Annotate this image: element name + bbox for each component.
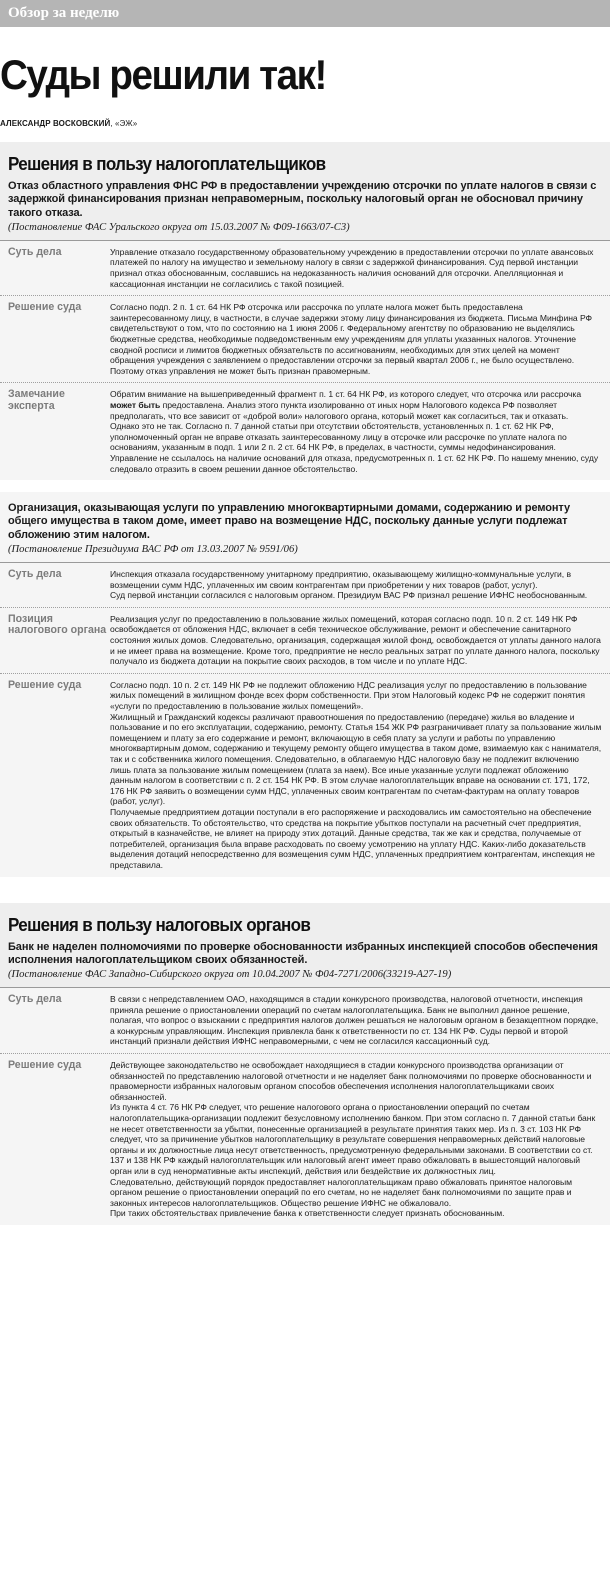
case-row (0, 296, 610, 383)
section-taxpayer-favor (0, 142, 610, 240)
byline (0, 119, 610, 128)
case-title: Отказ областного управления ФНС РФ в предоставлении учреждению отсрочки по уплате налогов в связи с задержкой финансирования признан неправомерным, поскольку налоговый орган не обосновал причину такого отказа. (8, 180, 597, 219)
case-header (0, 492, 610, 562)
paragraph: Согласно подп. 10 п. 2 ст. 149 НК РФ не подлежит обложению НДС реализация услуг по предоставлению в пользование жилых помещений в жилищном фонде всех форм собственности. При этом Налоговый кодекс РФ не содержит понятия «услуги по предоставлению в пользование жилых помещений». (110, 679, 587, 711)
case-title: Банк не наделен полномочиями по проверке обоснованности избранных инспекцией способов обеспечения исполнения налогоплательщиком своих обязанностей. (8, 940, 598, 966)
row-text (110, 569, 602, 601)
case-row (0, 383, 610, 480)
row-label: Позиция налогового органа (8, 612, 107, 637)
paragraph: В связи с непредставлением ОАО, находящимся в стадии конкурсного производства, налоговой отчетности, инспекция приняла решение о приостановлении операций по счетам налогоплательщика. Банк не выполнил данное решение, полагая, что вопрос о взыскании с предприятия налогов должен решаться не налоговым органом в безакцептном порядке, а конкурсным управляющим. Инспекция привлекла банк к ответственности по ст. 134 НК РФ. Суды первой и второй инстанций признали действия ИФНС неправомерными, с чем не согласился кассационный суд. (110, 994, 599, 1047)
row-label: Суть дела (8, 993, 62, 1006)
text-run: Обратим внимание на вышеприведенный фрагмент п. 1 ст. 64 НК РФ, из которого следует, что отсрочка или рассрочка (110, 389, 582, 400)
row-text (110, 1060, 602, 1219)
section-header-bar (0, 0, 610, 27)
case-row (0, 608, 610, 674)
case-reference: (Постановление Президиума ВАС РФ от 13.03.2007 № 9591/06) (8, 544, 298, 556)
section-tax-authority-favor (0, 903, 610, 988)
section-label: Обзор за неделю (8, 5, 120, 21)
row-text (110, 614, 602, 667)
case-row (0, 563, 610, 608)
section-heading: Решения в пользу налоговых органов (8, 913, 311, 935)
paragraph (110, 389, 602, 421)
row-label: Решение суда (8, 301, 82, 314)
author-suffix: , «ЭЖ» (110, 119, 138, 128)
row-label: Решение суда (8, 1059, 82, 1072)
case-reference: (Постановление ФАС Западно-Сибирского округа от 10.04.2007 № Ф04-7271/2006(33219-А27-19) (8, 969, 452, 981)
paragraph: Действующее законодательство не освобождает находящиеся в стадии конкурсного производства организации от обязанностей по представлению налоговой отчетности и не наделяет банк полномочиями по проверке обоснованности и правомерности избранных налоговым органом способов обеспечения исполнения налогоплательщиками своих обязанностей. (110, 1060, 592, 1102)
row-text (110, 680, 602, 871)
paragraph: Из пункта 4 ст. 76 НК РФ следует, что решение налогового органа о приостановлении операций по счетам налогоплательщика-организации подлежит безусловному исполнению банком. При этом согласно п. 7 данной статьи банк не несет ответственности за убытки, понесенные организацией в результате принятия таких мер. Из п. 3 ст. 103 НК РФ следует, что за причинение убытков налогоплательщику в результате совершения неправомерных действий налоговые органы и их должностные лица несут ответственность, предусмотренную федеральными законами. В соответствии со ст. 137 и 138 НК РФ каждый налогоплательщик или налоговый агент имеет право обжаловать в вышестоящий налоговый орган или в суд ненормативные акты инспекций, действия или бездействие их должностных лиц. (110, 1102, 596, 1176)
paragraph: Поэтому отказ управления не может быть признан правомерным. (110, 365, 371, 376)
row-label: Замечание эксперта (8, 388, 65, 412)
case-rows (0, 240, 610, 480)
case-row (0, 1054, 610, 1225)
case-rows (0, 562, 610, 876)
paragraph: При таких обстоятельствах привлечение банка к ответственности следует признать обоснованным. (110, 1208, 505, 1219)
case-rows (0, 987, 610, 1225)
article-header (0, 27, 610, 142)
paragraph: Управление отказало государственному образовательному учреждению в предоставлении отсрочки по уплате авансовых платежей по налогу на имущество и земельному налогу в связи с задержкой финансирования. Суд первой инстанции признал отказ обоснованным, сославшись на недоказанность наличия оснований для отсрочки. Апелляционная и кассационная инстанции не согласились с такой позицией. (110, 246, 594, 289)
case-row (0, 241, 610, 296)
case-reference: (Постановление ФАС Уральского округа от 15.03.2007 № Ф09-1663/07-С3) (8, 221, 350, 233)
text-run: предоставлена. Анализ этого пункта изолированно от иных норм Налогового кодекса РФ позволяет предполагать, что все зависит от «доброй воли» налогового органа, который может как согласиться, так и отказать. (110, 400, 569, 421)
paragraph: Следовательно, действующий порядок предоставляет налогоплательщикам право обжаловать принятое налоговым органом решение о приостановлении операций по его счетам, но не наделяет банк полномочиями по защите прав и законных интересов налогоплательщиков. Общество решение ИФНС не обжаловало. (110, 1176, 573, 1208)
article-title: Суды решили так! (0, 51, 326, 98)
author-name: АЛЕКСАНДР ВОСКОВСКИЙ (0, 119, 111, 128)
section-heading: Решения в пользу налогоплательщиков (8, 153, 326, 174)
paragraph: Получаемые предприятием дотации поступали в его распоряжение и расходовались им самостоятельно на обеспечение своих обязательств. То обстоятельство, что средства на покрытие убытков поступали на расчетный счет предприятия, открытый в казначействе, не влияет на природу этих дотаций. Данные средства, так же как и средства, получаемые от потребителей, организация была вправе расходовать по своему усмотрению на уплату НДС. Каких-либо доказательств выделения дотаций непосредственно для возмещения сумм НДС, уплаченных предприятием контрагентам, инспекция не представила. (110, 806, 595, 870)
case-row (0, 674, 610, 877)
paragraph: Согласно подп. 2 п. 1 ст. 64 НК РФ отсрочка или рассрочка по уплате налога может быть предоставлена заинтересованному лицу, в частности, в случае задержки этому лицу финансирования из бюджета. Письма Минфина РФ свидетельствуют о том, что по состоянию на 1 июня 2006 г. Федеральному агентству по образованию не выделялись бюджетные средства, необходимые подведомственным ему учреждениям для уплаты указанных налогов. Уточнение сводной росписи и лимитов бюджетных обязательств по ассигнованиям, необходимых для этих целей на момент обращения учреждения с заявлением о предоставлении отсрочки за первый квартал 2006 г., не было осуществлено. (110, 302, 593, 366)
spacer (0, 877, 610, 903)
paragraph: Реализация услуг по предоставлению в пользование жилых помещений, которая согласно подп. 10 п. 2 ст. 149 НК РФ освобождается от обложения НДС, включает в себя техническое обслуживание, ремонт и обеспечение санитарного состояния жилых домов. Следовательно, организация, содержащая жилой фонд, освобождается от уплаты данного налога и не имеет права на возмещение. Кроме того, предприятие не несло реальных затрат по уплате данного налога, поскольку получало из бюджета дотации на покрытие своих расходов, в том числе и по уплате НДС. (110, 613, 601, 667)
row-label: Решение суда (8, 678, 82, 691)
row-label: Суть дела (8, 568, 62, 581)
row-text (110, 302, 602, 376)
spacer (0, 480, 610, 492)
paragraph: Суд первой инстанции согласился с налоговым органом. Президиум ВАС РФ признал решение ИФНС необоснованным. (110, 590, 588, 601)
row-text (110, 389, 602, 474)
row-text (110, 247, 602, 289)
case-row (0, 988, 610, 1054)
paragraph: Жилищный и Гражданский кодексы различают правоотношения по предоставлению (передаче) жилья во владение и пользование и по его эксплуатации, содержанию, ремонту. Статья 154 ЖК РФ разграничивает плату за пользование жилым помещением и плату за его содержание и ремонт, включающую в себя плату за услуги и работы по управлению многоквартирным домом, содержанию и текущему ремонту общего имущества в таком доме, взимаемую как с нанимателя, так и с собственника жилого помещения. Следовательно, в облагаемую НДС налоговую базу не подлежит включению лишь плата за пользование жилым помещением (плата за наем). Все иные указанные услуги подлежат обложению данным налогом в соответствии с п. 2 ст. 154 НК РФ. В этом случае налогоплательщик вправе на основании ст. 171, 172, 176 НК РФ заявить о возмещении сумм НДС, уплаченных своим контрагентам по счетам-фактурам на оплату товаров (работ, услуг). (110, 711, 602, 807)
row-text (110, 994, 602, 1047)
row-label: Суть дела (8, 245, 62, 258)
paragraph: Инспекция отказала государственному унитарному предприятию, оказывающему жилищно-коммунальные услуги, в возмещении сумм НДС, уплаченных им своим контрагентам при приобретении у них товаров (работ, услуг). (110, 569, 571, 590)
emphasis: может быть (110, 400, 161, 411)
paragraph: Однако это не так. Согласно п. 7 данной статьи при отсутствии обстоятельств, установленных п. 1 ст. 62 НК РФ, уполномоченный орган не вправе отказать заинтересованному лицу в отсрочке или рассрочке по уплате налога по основаниям, указанным в подп. 1 или 2 п. 2 ст. 64 НК РФ, в пределах, в частности, суммы недофинансирования. Управление не ссылалось на наличие оснований для отказа, предусмотренных п. 1 ст. 62 НК РФ. По нашему мнению, суду следовало отразить в своем решении данное обстоятельство. (110, 421, 599, 474)
case-title: Организация, оказывающая услуги по управлению многоквартирными домами, содержанию и ремонту общего имущества в таком доме, имеет право на возмещение НДС, поскольку данные услуги подлежат обложению этим налогом. (8, 502, 570, 541)
